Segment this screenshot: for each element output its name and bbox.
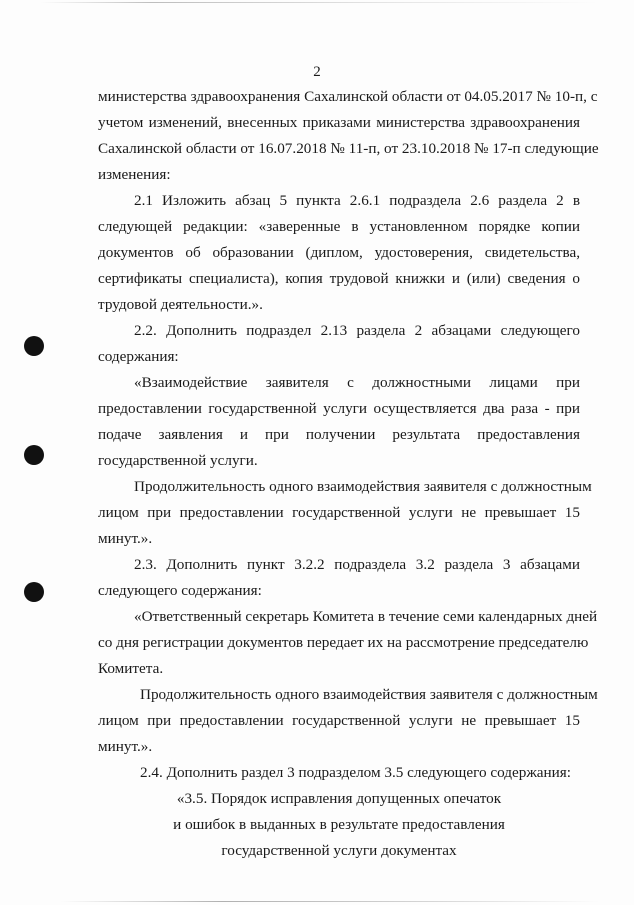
- text-line: лицом при предоставлении государственной услуги не превышает 15: [98, 504, 580, 521]
- text-line: 2.2. Дополнить подраздел 2.13 раздела 2 абзацами следующего: [134, 322, 580, 339]
- text-line: Комитета.: [98, 660, 164, 677]
- text-line: государственной услуги.: [98, 452, 258, 469]
- text-line: лицом при предоставлении государственной услуги не превышает 15: [98, 712, 580, 729]
- page-edge-top: [40, 2, 600, 3]
- text-line: Продолжительность одного взаимодействия заявителя с должностным: [140, 686, 598, 703]
- section-heading-line: «3.5. Порядок исправления допущенных опечаток: [176, 790, 502, 807]
- text-line: следующей редакции: «заверенные в установленном порядке копии: [98, 218, 580, 235]
- text-line: «Ответственный секретарь Комитета в течение семи календарных дней: [134, 608, 598, 625]
- punch-hole: [24, 336, 44, 356]
- text-line: предоставлении государственной услуги осуществляется два раза - при: [98, 400, 580, 417]
- section-heading-line: и ошибок в выданных в результате предоставления: [173, 816, 505, 833]
- text-line: Продолжительность одного взаимодействия заявителя с должностным: [134, 478, 592, 495]
- text-line: «Взаимодействие заявителя с должностными лицами при: [134, 374, 580, 391]
- text-line: Сахалинской области от 16.07.2018 № 11-п, от 23.10.2018 № 17-п следующие: [98, 140, 599, 157]
- text-line: трудовой деятельности.».: [98, 296, 263, 313]
- text-line: со дня регистрации документов передает их на рассмотрение председателю: [98, 634, 589, 651]
- text-line: 2.3. Дополнить пункт 3.2.2 подраздела 3.2 раздела 3 абзацами: [134, 556, 580, 573]
- text-line: изменения:: [98, 166, 171, 183]
- text-line: 2.1 Изложить абзац 5 пункта 2.6.1 подраздела 2.6 раздела 2 в: [134, 192, 580, 209]
- text-line: учетом изменений, внесенных приказами министерства здравоохранения: [98, 114, 580, 131]
- punch-hole: [24, 582, 44, 602]
- text-line: минут.».: [98, 738, 153, 755]
- section-heading-line: государственной услуги документах: [221, 842, 457, 859]
- text-line: содержания:: [98, 348, 179, 365]
- text-line: подаче заявления и при получении результата предоставления: [98, 426, 580, 443]
- text-line: минут.».: [98, 530, 153, 547]
- text-line: сертификаты специалиста), копия трудовой книжки и (или) сведения о: [98, 270, 580, 287]
- text-line: 2.4. Дополнить раздел 3 подразделом 3.5 следующего содержания:: [140, 764, 572, 781]
- text-line: министерства здравоохранения Сахалинской области от 04.05.2017 № 10-п, с: [98, 88, 598, 105]
- punch-hole: [24, 445, 44, 465]
- text-line: следующего содержания:: [98, 582, 262, 599]
- page-edge-bottom: [60, 901, 600, 902]
- page-number: 2: [313, 64, 321, 80]
- text-line: документов об образовании (диплом, удостоверения, свидетельства,: [98, 244, 580, 261]
